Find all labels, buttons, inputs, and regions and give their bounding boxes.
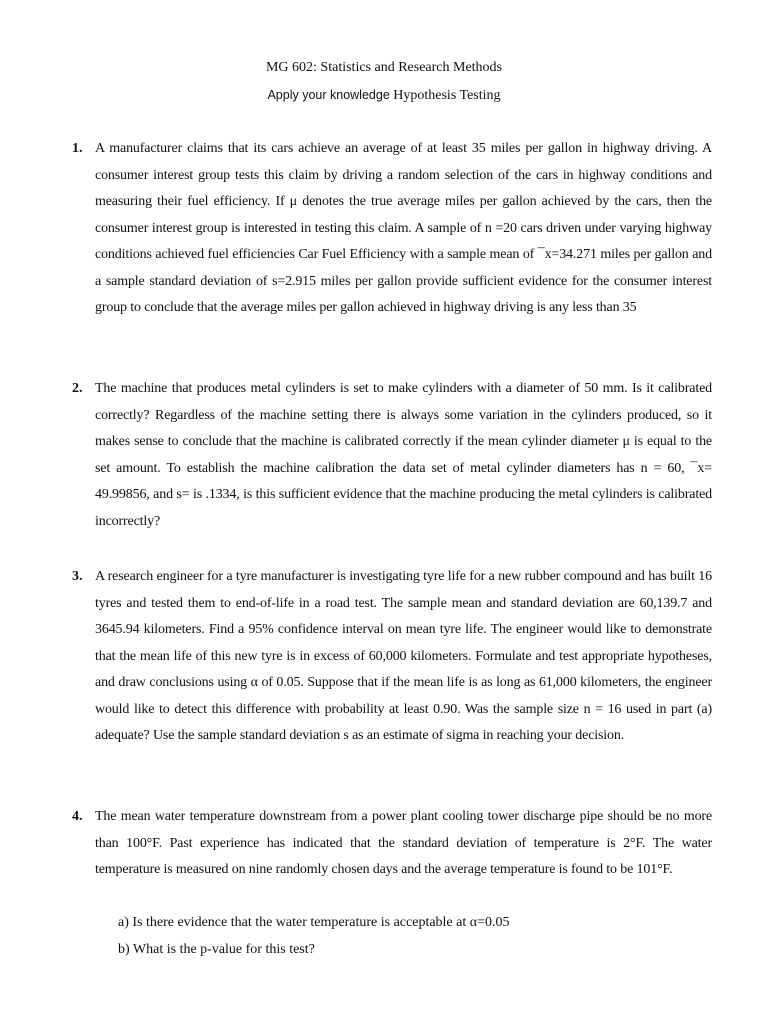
question-text: A manufacturer claims that its cars achieve an average of at least 35 miles per gallon in highway driving. A consumer interest group tests this claim by driving a random selection of the cars in highway conditions and measuring their fuel efficiency. If μ denotes the true average miles per gallon achieved by the cars, then the consumer interest group is interested in testing this claim. A sample of n =20 cars driven under varying highway conditions achieved fuel efficiencies Car Fuel Efficiency with a sample mean of ¯x=34.271 miles per gallon and a sample standard deviation of s=2.915 miles per gallon provide sufficient evidence for the consumer interest group to conclude that the average miles per gallon achieved in highway driving is any less than 35 [95, 141, 712, 315]
document-subtitle [0, 85, 768, 106]
subtitle-apply-your-knowledge: Apply your knowledge [267, 88, 390, 102]
question-number: 1. [72, 141, 83, 156]
question-text: The mean water temperature downstream from a power plant cooling tower discharge pipe should be no more than 100°F. Past experience has indicated that the standard deviation of temperature is 2°F. The water temperature is measured on nine randomly chosen days and the average temperature is found to be 101°F. [95, 809, 712, 877]
question-4-subpart-b: b) What is the p-value for this test? [118, 942, 315, 957]
question-text: The machine that produces metal cylinders is set to make cylinders with a diameter of 50 mm. Is it calibrated correctly? Regardless of the machine setting there is always some variation in the cylinders produced, so it makes sense to conclude that the machine is calibrated correctly if the mean cylinder diameter μ is equal to the set amount. To establish the machine calibration the data set of metal cylinder diameters has n = 60, ¯x= 49.99856, and s= is .1334, is this sufficient evidence that the machine producing the metal cylinders is calibrated incorrectly? [95, 381, 712, 529]
subtitle-hypothesis-testing: Hypothesis Testing [393, 88, 501, 103]
question-number: 3. [72, 569, 83, 584]
question-number: 2. [72, 381, 83, 396]
document-title: MG 602: Statistics and Research Methods [265, 60, 503, 75]
question-4-subpart-a: a) Is there evidence that the water temperature is acceptable at α=0.05 [118, 915, 510, 930]
question-number: 4. [72, 809, 83, 824]
question-text: A research engineer for a tyre manufacturer is investigating tyre life for a new rubber compound and has built 16 tyres and tested them to end-of-life in a road test. The sample mean and standard deviation are 60,139.7 and 3645.94 kilometers. Find a 95% confidence interval on mean tyre life. The engineer would like to demonstrate that the mean life of this new tyre is in excess of 60,000 kilometers. Formulate and test appropriate hypotheses, and draw conclusions using α of 0.05. Suppose that if the mean life is as long as 61,000 kilometers, the engineer would like to detect this difference with probability at least 0.90. Was the sample size n = 16 used in part (a) adequate? Use the sample standard deviation s as an estimate of sigma in reaching your decision. [95, 569, 712, 743]
